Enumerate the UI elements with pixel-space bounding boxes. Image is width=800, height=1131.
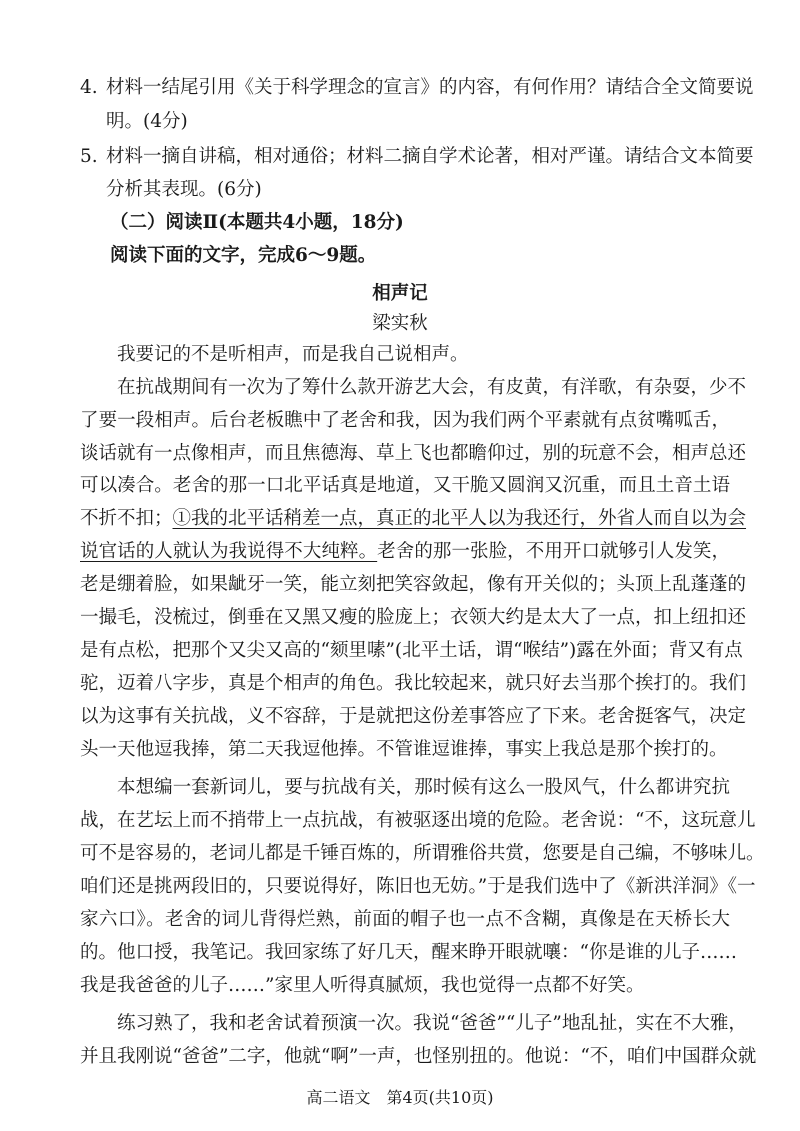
article-line: 我是我爸爸的儿子……”家里人听得真腻烦，我也觉得一点都不好笑。: [80, 975, 645, 996]
article-line: 咱们还是挑两段旧的，只要说得好，陈旧也无妨。”于是我们选中了《新洪洋洞》《一: [80, 876, 756, 897]
article-line: 一撮毛，没梳过，倒垂在又黑又瘦的脸庞上；衣领大约是太大了一点，扣上纽扣还: [80, 607, 747, 628]
underlined-sentence-1-end: 说官话的人就认为我说得不大纯粹。: [80, 541, 378, 562]
question-5-continuation: 分析其表现。(6分): [106, 179, 262, 200]
question-4-continuation: 明。(4分): [106, 111, 188, 132]
article-title: 相声记: [372, 283, 428, 304]
question-number: 5.: [80, 146, 98, 167]
article-line: 是有点松，把那个又尖又高的“颏里嗉”(北平土话，谓“喉结”)露在外面；背又有点: [80, 640, 743, 661]
article-line: [80, 540, 730, 564]
article-line: 战，在艺坛上而不捎带上一点抗战，有被驱逐出境的危险。老舍说：“不，这玩意儿: [80, 810, 756, 831]
question-5: [80, 145, 754, 169]
article-line: 老是绷着脸，如果龇牙一笑，能立刻把笑容敛起，像有开关似的；头顶上乱蓬蓬的: [80, 574, 747, 595]
article-line: 可不是容易的，老词儿都是千锤百炼的，所谓雅俗共赏，您要是自己编，不够味儿。: [80, 843, 765, 864]
question-text: 材料一结尾引用《关于科学理念的宣言》的内容，有何作用？请结合全文简要说: [106, 77, 754, 98]
article-text: 不折不扣；: [80, 508, 173, 529]
article-line: 头一天他逗我捧，第二天我逗他捧。不管谁逗谁捧，事实上我总是那个挨打的。: [80, 739, 728, 760]
article-author: 梁实秋: [372, 313, 428, 334]
question-4: [80, 76, 754, 100]
article-line: [80, 507, 747, 531]
article-line: 家六口》。老舍的词儿背得烂熟，前面的帽子也一点不含糊，真像是在天桥长大: [80, 909, 730, 930]
article-line: 我要记的不是听相声，而是我自己说相声。: [117, 344, 469, 365]
section-heading: （二）阅读Ⅱ(本题共4小题，18分): [110, 212, 404, 233]
article-line: 驼，迈着八字步，真是个相声的角色。我比较起来，就只好去当那个挨打的。我们: [80, 673, 747, 694]
article-line: 练习熟了，我和老舍试着预演一次。我说“爸爸”“儿子”地乱扯，实在不大雅，: [117, 1013, 747, 1034]
page-footer: 高二语文 第4页(共10页): [306, 1088, 494, 1107]
underlined-sentence-1: ①我的北平话稍差一点，真正的北平人以为我还行，外省人而自以为会: [172, 508, 747, 529]
reading-instruction: 阅读下面的文字，完成6～9题。: [110, 245, 377, 266]
question-number: 4.: [80, 77, 98, 98]
article-line: 可以凑合。老舍的那一口北平话真是地道，又干脆又圆润又沉重，而且土音土语: [80, 475, 730, 496]
article-text: 老舍的那一张脸，不用开口就够引人发笑，: [377, 541, 730, 562]
article-line: 了要一段相声。后台老板瞧中了老舍和我，因为我们两个平素就有点贫嘴呱舌，: [80, 410, 730, 431]
article-line: 谈话就有一点像相声，而且焦德海、草上飞也都瞻仰过，别的玩意不会，相声总还: [80, 443, 747, 464]
article-line: 在抗战期间有一次为了筹什么款开游艺大会，有皮黄，有洋歌，有杂耍，少不: [117, 377, 747, 398]
article-line: 以为这事有关抗战，义不容辞，于是就把这份差事答应了下来。老舍挺客气，决定: [80, 706, 747, 727]
article-line: 本想编一套新词儿，要与抗战有关，那时候有这么一股风气，什么都讲究抗: [117, 777, 730, 798]
question-text: 材料一摘自讲稿，相对通俗；材料二摘自学术论著，相对严谨。请结合文本简要: [106, 146, 754, 167]
article-line: 的。他口授，我笔记。我回家练了好几天，醒来睁开眼就嚷：“你是谁的儿子……: [80, 942, 737, 963]
article-line: 并且我刚说“爸爸”二字，他就“啊”一声，也怪别扭的。他说：“不，咱们中国群众就: [80, 1046, 757, 1067]
